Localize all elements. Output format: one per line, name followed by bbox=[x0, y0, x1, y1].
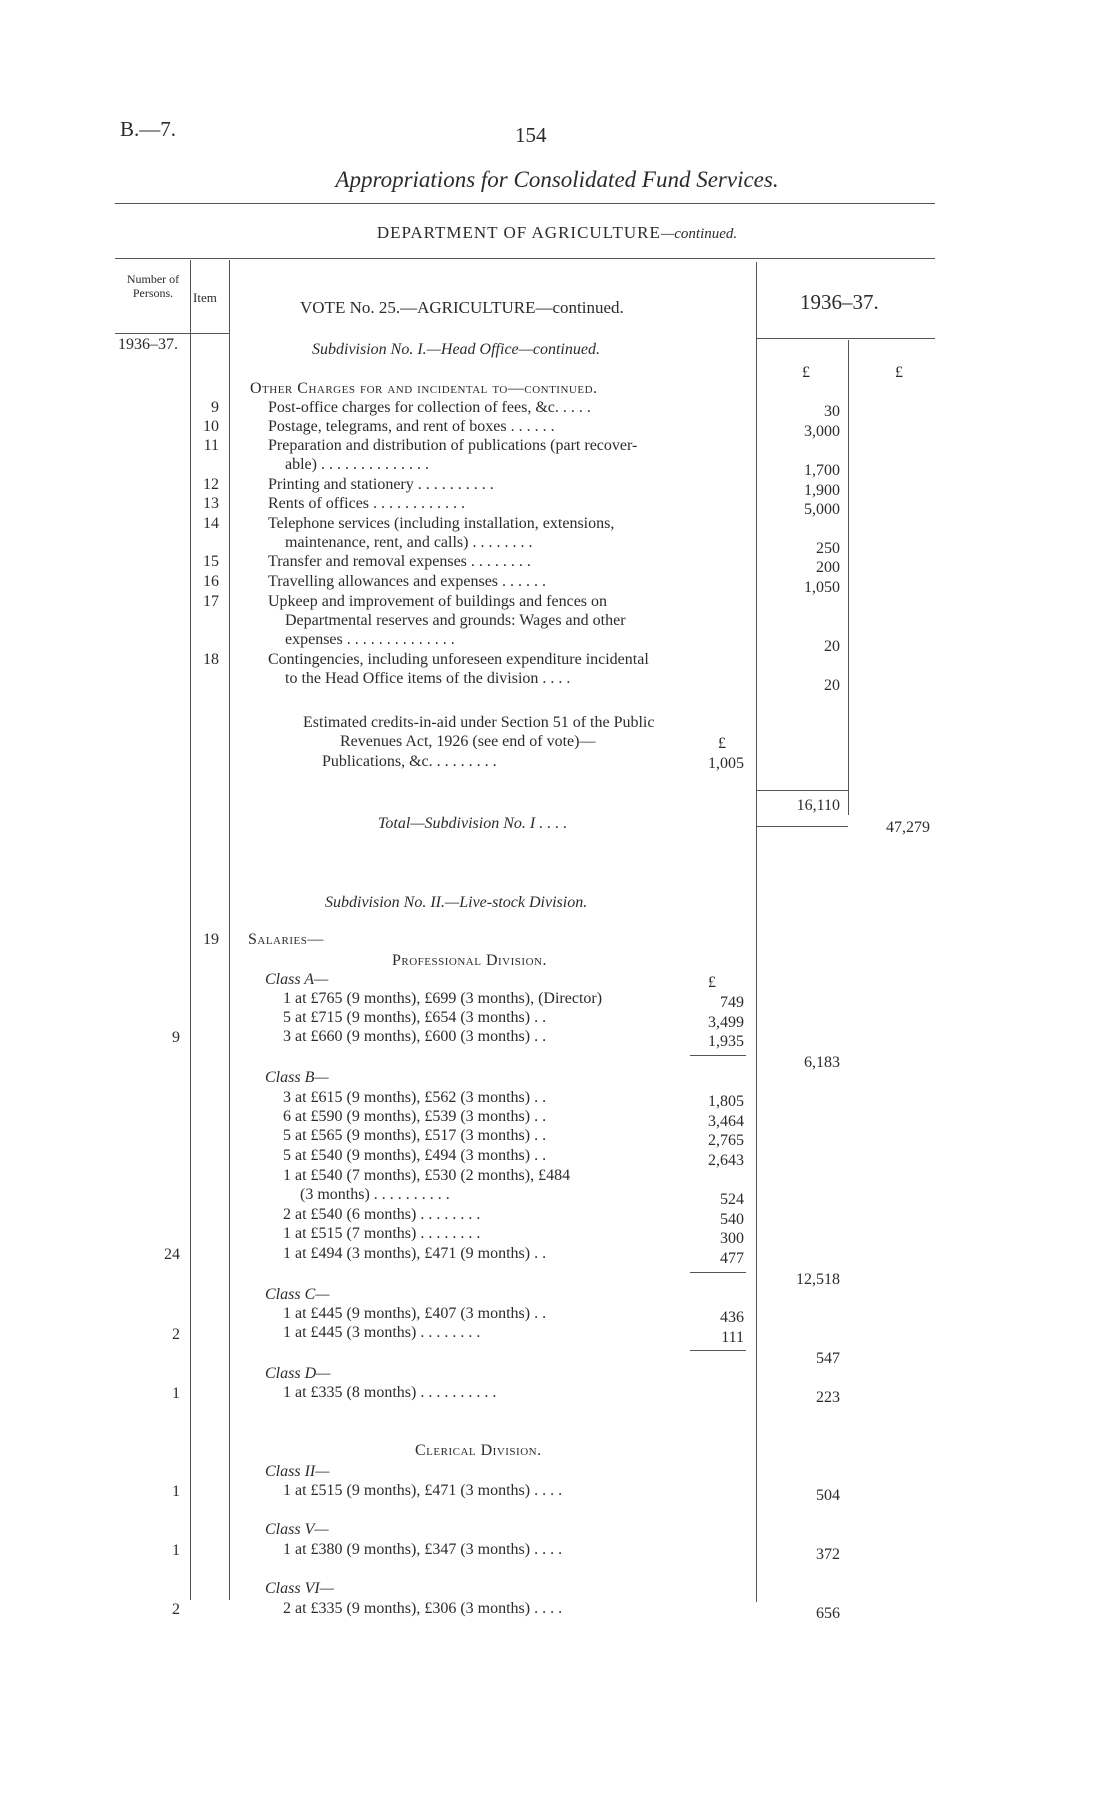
subdivision-2-heading: Subdivision No. II.—Live-stock Division. bbox=[325, 894, 588, 911]
running-total: 47,279 bbox=[886, 819, 930, 836]
credits-pound-sign: £ bbox=[718, 735, 726, 752]
item-number: 10 bbox=[203, 418, 219, 435]
total-bottom-rule bbox=[757, 826, 848, 827]
class-subtotal: 547 bbox=[816, 1350, 840, 1367]
clerical-division-label: Clerical Division. bbox=[415, 1442, 542, 1459]
item-description: Preparation and distribution of publications (part recover- bbox=[268, 437, 638, 454]
text-amount-divider bbox=[756, 262, 757, 1602]
pound-sign-column-2: £ bbox=[895, 364, 903, 381]
item-text-divider bbox=[229, 260, 230, 1600]
item-number: 12 bbox=[203, 476, 219, 493]
total-top-rule bbox=[757, 790, 848, 791]
item-number: 17 bbox=[203, 593, 219, 610]
item-description-cont: to the Head Office items of the division . . . . bbox=[285, 670, 571, 687]
class-label: Class D— bbox=[265, 1365, 331, 1382]
item-number: 9 bbox=[211, 399, 219, 416]
item-amount: 30 bbox=[824, 403, 840, 420]
salary-amount: 1,805 bbox=[708, 1093, 744, 1110]
item-description-cont: expenses . . . . . . . . . . . . . . bbox=[285, 631, 455, 648]
salary-amount: 540 bbox=[720, 1211, 744, 1228]
class-subtotal: 504 bbox=[816, 1487, 840, 1504]
class-label: Class B— bbox=[265, 1069, 329, 1086]
item-amount: 200 bbox=[816, 559, 840, 576]
salary-row: 3 at £615 (9 months), £562 (3 months) . . bbox=[283, 1089, 547, 1106]
item-number: 13 bbox=[203, 495, 219, 512]
item-number: 11 bbox=[203, 437, 219, 454]
salary-amount: 3,499 bbox=[708, 1014, 744, 1031]
salary-row: 5 at £715 (9 months), £654 (3 months) . . bbox=[283, 1009, 547, 1026]
class-subtotal: 6,183 bbox=[804, 1054, 840, 1071]
class-subtotal: 223 bbox=[816, 1389, 840, 1406]
persons-year-rule bbox=[115, 333, 190, 334]
salary-row: 3 at £660 (9 months), £600 (3 months) . . bbox=[283, 1028, 547, 1045]
department-name: DEPARTMENT OF AGRICULTURE bbox=[376, 223, 661, 242]
item-description: Rents of offices . . . . . . . . . . . . bbox=[268, 495, 466, 512]
item-amount: 5,000 bbox=[804, 501, 840, 518]
professional-division-label: Professional Division. bbox=[392, 952, 547, 969]
item-number: 19 bbox=[203, 931, 219, 948]
item-description-cont: Departmental reserves and grounds: Wages and other bbox=[285, 612, 626, 629]
item-amount: 3,000 bbox=[804, 423, 840, 440]
salary-amount: 1,935 bbox=[708, 1033, 744, 1050]
amount-columns-divider bbox=[848, 340, 849, 815]
item-description: Printing and stationery . . . . . . . . . . bbox=[268, 476, 494, 493]
item-amount: 20 bbox=[824, 677, 840, 694]
salary-row: 2 at £540 (6 months) . . . . . . . . bbox=[283, 1206, 481, 1223]
item-amount: 250 bbox=[816, 540, 840, 557]
title-rule bbox=[115, 203, 935, 204]
salary-row: 1 at £380 (9 months), £347 (3 months) . . . . bbox=[283, 1541, 563, 1558]
item-amount: 1,050 bbox=[804, 579, 840, 596]
salary-row: 5 at £540 (9 months), £494 (3 months) . . bbox=[283, 1147, 547, 1164]
class-label: Class C— bbox=[265, 1286, 330, 1303]
item-number: 18 bbox=[203, 651, 219, 668]
salary-row: 1 at £515 (7 months) . . . . . . . . bbox=[283, 1225, 481, 1242]
salary-amount: 2,643 bbox=[708, 1152, 744, 1169]
class-label: Class V— bbox=[265, 1521, 329, 1538]
item-number: 16 bbox=[203, 573, 219, 590]
page-title: Appropriations for Consolidated Fund Services. bbox=[335, 167, 779, 192]
salary-amount: 3,464 bbox=[708, 1113, 744, 1130]
vote-title: VOTE No. 25.—AGRICULTURE—continued. bbox=[300, 298, 624, 317]
persons-column-header: Number of Persons. bbox=[126, 272, 180, 300]
persons-count: 2 bbox=[172, 1326, 180, 1343]
salaries-label: Salaries— bbox=[248, 931, 324, 948]
persons-count: 1 bbox=[172, 1542, 180, 1559]
item-description-cont: maintenance, rent, and calls) . . . . . . . . bbox=[285, 534, 533, 551]
class-subtotal: 372 bbox=[816, 1546, 840, 1563]
class-label: Class II— bbox=[265, 1463, 330, 1480]
salary-row: 1 at £445 (3 months) . . . . . . . . bbox=[283, 1324, 481, 1341]
salary-row-cont: (3 months) . . . . . . . . . . bbox=[300, 1186, 450, 1203]
persons-count: 24 bbox=[164, 1246, 180, 1263]
item-year-rule bbox=[191, 333, 229, 334]
page-number: 154 bbox=[515, 123, 547, 147]
pound-sign-column-1: £ bbox=[802, 364, 810, 381]
salary-row: 1 at £335 (8 months) . . . . . . . . . . bbox=[283, 1384, 497, 1401]
credits-in-aid-line: Estimated credits-in-aid under Section 51 of the Public bbox=[303, 714, 655, 731]
persons-year-label: 1936–37. bbox=[118, 336, 178, 353]
subdivision-1-heading: Subdivision No. I.—Head Office—continued. bbox=[312, 341, 600, 358]
class-label: Class VI— bbox=[265, 1580, 334, 1597]
year-header-rule bbox=[757, 338, 935, 339]
pound-sign: £ bbox=[708, 974, 716, 991]
item-description: Transfer and removal expenses . . . . . . . . bbox=[268, 553, 531, 570]
salary-amount: 2,765 bbox=[708, 1132, 744, 1149]
salary-amount: 111 bbox=[721, 1329, 744, 1346]
persons-count: 9 bbox=[172, 1029, 180, 1046]
class-subtotal: 12,518 bbox=[796, 1271, 840, 1288]
persons-count: 1 bbox=[172, 1483, 180, 1500]
other-charges-heading: Other Charges for and incidental to—continued. bbox=[250, 380, 598, 397]
item-column-header: Item bbox=[193, 290, 217, 305]
item-amount: 1,900 bbox=[804, 482, 840, 499]
subtotal-rule bbox=[690, 1272, 746, 1273]
salary-amount: 300 bbox=[720, 1230, 744, 1247]
credits-in-aid-line: Revenues Act, 1926 (see end of vote)— bbox=[340, 733, 596, 750]
item-description-cont: able) . . . . . . . . . . . . . . bbox=[285, 456, 429, 473]
department-heading bbox=[0, 223, 1114, 244]
subdivision-1-total-label: Total—Subdivision No. I . . . . bbox=[378, 815, 568, 832]
salary-row: 1 at £494 (3 months), £471 (9 months) . . bbox=[283, 1245, 547, 1262]
salary-row: 1 at £765 (9 months), £699 (3 months), (Director) bbox=[283, 990, 603, 1007]
salary-row: 2 at £335 (9 months), £306 (3 months) . . . . bbox=[283, 1600, 563, 1617]
year-column-header: 1936–37. bbox=[800, 290, 879, 314]
credits-amount: 1,005 bbox=[708, 755, 744, 772]
item-description: Travelling allowances and expenses . . . . . . bbox=[268, 573, 547, 590]
subtotal-rule bbox=[690, 1350, 746, 1351]
item-description: Postage, telegrams, and rent of boxes . . . . . . bbox=[268, 418, 555, 435]
salary-row: 5 at £565 (9 months), £517 (3 months) . . bbox=[283, 1127, 547, 1144]
persons-item-divider bbox=[190, 260, 191, 1600]
salary-row: 6 at £590 (9 months), £539 (3 months) . . bbox=[283, 1108, 547, 1125]
item-amount: 20 bbox=[824, 638, 840, 655]
table-top-rule bbox=[115, 258, 935, 259]
item-description: Post-office charges for collection of fees, &c. . . . . bbox=[268, 399, 591, 416]
item-description: Upkeep and improvement of buildings and fences on bbox=[268, 593, 608, 610]
persons-count: 2 bbox=[172, 1601, 180, 1618]
salary-amount: 749 bbox=[720, 994, 744, 1011]
credits-in-aid-line: Publications, &c. . . . . . . . . bbox=[322, 753, 497, 770]
salary-amount: 524 bbox=[720, 1191, 744, 1208]
salary-amount: 436 bbox=[720, 1309, 744, 1326]
item-description: Telephone services (including installation, extensions, bbox=[268, 515, 615, 532]
persons-count: 1 bbox=[172, 1385, 180, 1402]
item-number: 15 bbox=[203, 553, 219, 570]
department-suffix: —continued. bbox=[660, 226, 738, 242]
item-number: 14 bbox=[203, 515, 219, 532]
salary-row: 1 at £515 (9 months), £471 (3 months) . . . . bbox=[283, 1482, 563, 1499]
class-subtotal: 656 bbox=[816, 1605, 840, 1622]
class-label: Class A— bbox=[265, 971, 329, 988]
subdivision-1-total-amount: 16,110 bbox=[796, 797, 840, 814]
item-amount: 1,700 bbox=[804, 462, 840, 479]
subtotal-rule bbox=[690, 1055, 746, 1056]
salary-amount: 477 bbox=[720, 1250, 744, 1267]
salary-row: 1 at £445 (9 months), £407 (3 months) . . bbox=[283, 1305, 547, 1322]
item-description: Contingencies, including unforeseen expenditure incidental bbox=[268, 651, 649, 668]
salary-row: 1 at £540 (7 months), £530 (2 months), £484 bbox=[283, 1167, 571, 1184]
page-reference: B.—7. bbox=[120, 117, 177, 141]
